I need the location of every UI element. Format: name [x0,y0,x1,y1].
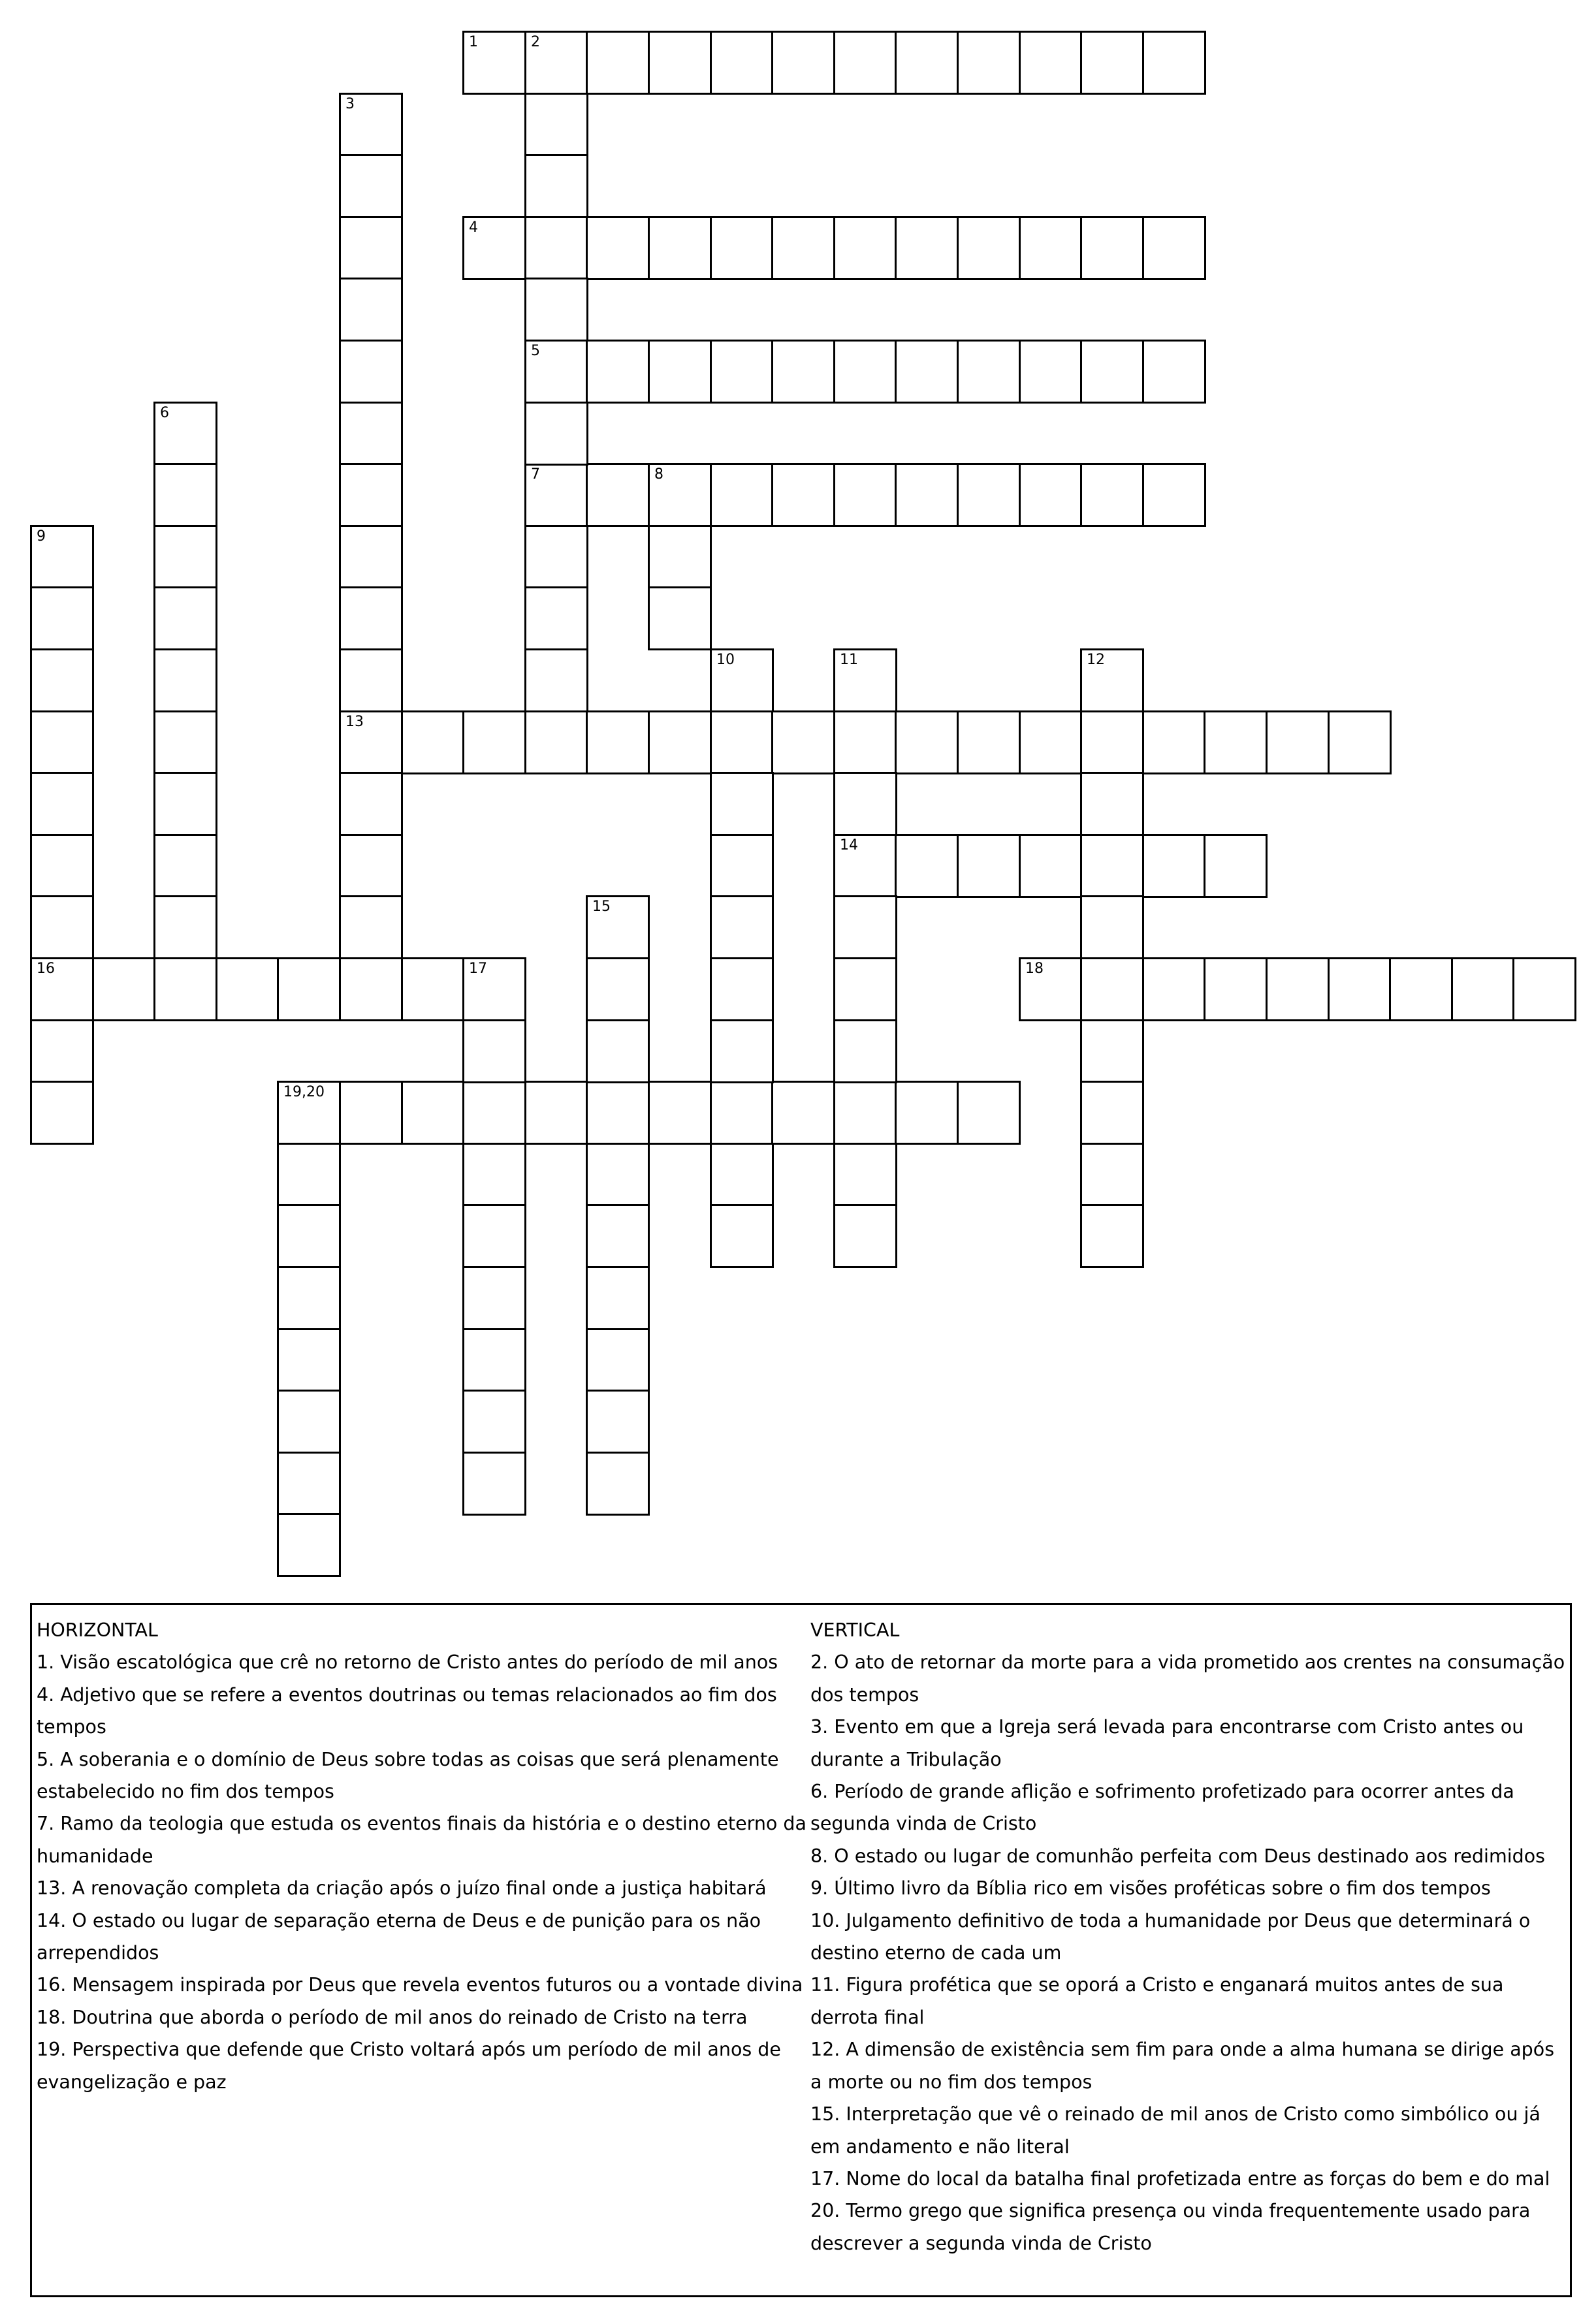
grid-cell[interactable] [1204,957,1268,1021]
grid-cell[interactable] [833,1143,897,1207]
grid-cell[interactable] [586,31,650,95]
grid-cell[interactable] [1019,834,1083,898]
grid-cell[interactable] [1142,216,1206,280]
grid-cell[interactable] [30,772,94,836]
grid-cell[interactable] [648,1081,712,1145]
grid-cell[interactable] [1512,957,1576,1021]
grid-cell[interactable] [710,772,774,836]
grid-cell[interactable] [153,463,217,527]
grid-cell[interactable] [277,1390,341,1454]
grid-cell[interactable] [277,1513,341,1577]
grid-cell[interactable] [648,586,712,650]
grid-cell[interactable] [339,895,403,959]
grid-cell[interactable] [30,834,94,898]
grid-cell[interactable] [1019,31,1083,95]
grid-cell[interactable] [833,340,897,404]
clue-number: 19,20 [283,1084,325,1100]
grid-cell[interactable] [710,340,774,404]
grid-cell[interactable] [524,586,588,650]
grid-cell[interactable] [1204,710,1268,774]
grid-cell[interactable] [30,525,94,589]
grid-cell[interactable] [339,216,403,280]
grid-cell[interactable] [1080,463,1144,527]
grid-cell[interactable] [462,1328,526,1392]
grid-cell[interactable] [153,710,217,774]
grid-cell[interactable] [771,216,835,280]
grid-cell[interactable] [1080,1143,1144,1207]
grid-cell[interactable] [895,1081,959,1145]
grid-cell[interactable] [524,154,588,218]
grid-cell[interactable] [153,772,217,836]
grid-cell[interactable] [833,216,897,280]
grid-cell[interactable] [30,710,94,774]
grid-cell[interactable] [1080,895,1144,959]
grid-cell[interactable] [153,834,217,898]
clue-number: 4 [469,219,478,236]
grid-cell[interactable] [1080,834,1144,898]
grid-cell[interactable] [462,1081,526,1145]
grid-cell[interactable] [153,525,217,589]
grid-cell[interactable] [895,463,959,527]
grid-cell[interactable] [277,1204,341,1268]
grid-cell[interactable] [771,1081,835,1145]
grid-cell[interactable] [895,216,959,280]
grid-cell[interactable] [648,216,712,280]
grid-cell[interactable] [1019,216,1083,280]
grid-cell[interactable] [277,1266,341,1330]
grid-cell[interactable] [462,1143,526,1207]
grid-cell[interactable] [215,957,279,1021]
clue-number: 15 [592,899,611,915]
grid-cell[interactable] [586,710,650,774]
grid-cell[interactable] [30,1081,94,1145]
clue-across: 1. Visão escatológica que crê no retorno de Cristo antes do período de mil anos [37,1651,778,1674]
grid-cell[interactable] [1142,834,1206,898]
clue-number: 9 [37,528,46,545]
clue-number: 7 [531,466,540,483]
grid-cell[interactable] [586,1328,650,1392]
grid-cell[interactable] [1080,216,1144,280]
clue-number: 5 [531,343,540,359]
down-clues [810,1614,1571,2259]
clue-number: 3 [345,96,355,112]
grid-cell[interactable] [957,834,1021,898]
grid-cell[interactable] [957,31,1021,95]
grid-cell[interactable] [586,1019,650,1083]
grid-cell[interactable] [957,710,1021,774]
grid-cell[interactable] [710,895,774,959]
grid-cell[interactable] [30,586,94,650]
grid-cell[interactable] [462,31,526,95]
grid-cell[interactable] [833,1204,897,1268]
grid-cell[interactable] [524,463,588,527]
grid-cell[interactable] [339,710,403,774]
clue-across: 19. Perspectiva que defende que Cristo voltará após um período de mil anos de evangelização e paz [37,2039,781,2093]
grid-cell[interactable] [401,710,465,774]
clue-down: 6. Período de grande aflição e sofrimento profetizado para ocorrer antes da segunda vinda de Cristo [810,1781,1514,1835]
grid-cell[interactable] [957,340,1021,404]
grid-cell[interactable] [339,586,403,650]
clue-number: 13 [345,714,364,730]
grid-cell[interactable] [957,216,1021,280]
grid-cell[interactable] [153,895,217,959]
grid-cell[interactable] [339,648,403,712]
grid-cell[interactable] [462,1266,526,1330]
grid-cell[interactable] [277,1081,341,1145]
grid-cell[interactable] [1080,957,1144,1021]
grid-cell[interactable] [524,278,588,342]
grid-cell[interactable] [153,648,217,712]
clue-number: 16 [37,961,55,977]
grid-cell[interactable] [586,957,650,1021]
grid-cell[interactable] [524,648,588,712]
grid-cell[interactable] [339,772,403,836]
grid-cell[interactable] [1019,710,1083,774]
grid-cell[interactable] [462,1204,526,1268]
grid-cell[interactable] [524,340,588,404]
grid-cell[interactable] [339,278,403,342]
grid-cell[interactable] [339,154,403,218]
clue-down: 3. Evento em que a Igreja será levada para encontrarse com Cristo antes ou durante a Tribulação [810,1716,1524,1770]
grid-cell[interactable] [833,463,897,527]
grid-cell[interactable] [1019,463,1083,527]
grid-cell[interactable] [524,216,588,280]
grid-cell[interactable] [710,648,774,712]
grid-cell[interactable] [153,957,217,1021]
grid-cell[interactable] [1142,31,1206,95]
clue-down: 10. Julgamento definitivo de toda a humanidade por Deus que determinará o destino eterno de cada um [810,1909,1531,1964]
clue-across: 14. O estado ou lugar de separação eterna de Deus e de punição para os não arrependidos [37,1909,761,1964]
grid-cell[interactable] [710,957,774,1021]
grid-cell[interactable] [92,957,156,1021]
clue-number: 2 [531,34,540,50]
clue-number: 6 [160,405,169,421]
grid-cell[interactable] [153,402,217,466]
grid-cell[interactable] [1328,957,1392,1021]
grid-cell[interactable] [1019,340,1083,404]
grid-cell[interactable] [1142,463,1206,527]
grid-cell[interactable] [710,1081,774,1145]
grid-cell[interactable] [710,1019,774,1083]
grid-cell[interactable] [339,93,403,157]
grid-cell[interactable] [1328,710,1392,774]
grid-cell[interactable] [586,1266,650,1330]
grid-cell[interactable] [1080,1204,1144,1268]
grid-cell[interactable] [833,1019,897,1083]
grid-cell[interactable] [586,1390,650,1454]
grid-cell[interactable] [30,1019,94,1083]
grid-cell[interactable] [833,957,897,1021]
grid-cell[interactable] [339,834,403,898]
grid-cell[interactable] [586,1452,650,1516]
grid-cell[interactable] [586,340,650,404]
grid-cell[interactable] [771,463,835,527]
grid-cell[interactable] [462,1452,526,1516]
down-heading: VERTICAL [810,1619,900,1641]
grid-cell[interactable] [339,402,403,466]
clue-number: 1 [469,34,478,50]
clue-down: 12. A dimensão de existência sem fim para onde a alma humana se dirige após a morte ou no fim dos tempos [810,2039,1555,2093]
grid-cell[interactable] [710,834,774,898]
across-clues [37,1614,807,2098]
clue-down: 20. Termo grego que significa presença ou vinda frequentemente usado para descrever a segunda vinda de Cristo [810,2200,1531,2254]
grid-cell[interactable] [1019,957,1083,1021]
grid-cell[interactable] [1080,772,1144,836]
grid-cell[interactable] [710,31,774,95]
clue-across: 4. Adjetivo que se refere a eventos doutrinas ou temas relacionados ao fim dos tempos [37,1683,777,1738]
clue-down: 17. Nome do local da batalha final profetizada entre as forças do bem e do mal [810,2167,1550,2190]
clue-across: 16. Mensagem inspirada por Deus que revela eventos futuros ou a vontade divina [37,1974,803,1996]
grid-cell[interactable] [586,895,650,959]
grid-cell[interactable] [277,1452,341,1516]
clue-across: 5. A soberania e o domínio de Deus sobre todas as coisas que será plenamente estabelecido no fim dos tempos [37,1748,779,1803]
grid-cell[interactable] [1266,957,1330,1021]
grid-cell[interactable] [1080,1019,1144,1083]
grid-cell[interactable] [895,340,959,404]
grid-cell[interactable] [710,710,774,774]
grid-cell[interactable] [1080,31,1144,95]
clue-across: 18. Doutrina que aborda o período de mil anos do reinado de Cristo na terra [37,2006,748,2028]
grid-cell[interactable] [462,957,526,1021]
grid-cell[interactable] [1204,834,1268,898]
clue-number: 17 [469,961,487,977]
grid-cell[interactable] [1080,710,1144,774]
grid-cell[interactable] [524,402,588,466]
grid-cell[interactable] [833,31,897,95]
clue-number: 18 [1025,961,1044,977]
grid-cell[interactable] [586,1143,650,1207]
grid-cell[interactable] [586,216,650,280]
grid-cell[interactable] [710,1143,774,1207]
grid-cell[interactable] [771,340,835,404]
grid-cell[interactable] [833,772,897,836]
grid-cell[interactable] [1080,1081,1144,1145]
clue-number: 8 [654,466,663,483]
grid-cell[interactable] [1080,340,1144,404]
grid-cell[interactable] [648,340,712,404]
grid-cell[interactable] [339,957,403,1021]
grid-cell[interactable] [1142,710,1206,774]
grid-cell[interactable] [895,710,959,774]
grid-cell[interactable] [648,31,712,95]
across-heading: HORIZONTAL [37,1619,158,1641]
grid-cell[interactable] [1142,957,1206,1021]
grid-cell[interactable] [771,710,835,774]
grid-cell[interactable] [833,648,897,712]
grid-cell[interactable] [524,93,588,157]
grid-cell[interactable] [524,31,588,95]
grid-cell[interactable] [648,710,712,774]
grid-cell[interactable] [895,31,959,95]
grid-cell[interactable] [771,31,835,95]
grid-cell[interactable] [586,1204,650,1268]
grid-cell[interactable] [524,710,588,774]
grid-cell[interactable] [710,216,774,280]
clue-down: 2. O ato de retornar da morte para a vida prometido aos crentes na consumação dos tempos [810,1651,1565,1706]
grid-cell[interactable] [277,1328,341,1392]
grid-cell[interactable] [153,586,217,650]
clue-down: 8. O estado ou lugar de comunhão perfeita com Deus destinado aos redimidos [810,1845,1546,1867]
grid-cell[interactable] [586,1081,650,1145]
grid-cell[interactable] [833,895,897,959]
grid-cell[interactable] [462,710,526,774]
grid-cell[interactable] [401,957,465,1021]
grid-cell[interactable] [339,463,403,527]
grid-cell[interactable] [401,1081,465,1145]
grid-cell[interactable] [1389,957,1453,1021]
grid-cell[interactable] [462,1019,526,1083]
grid-cell[interactable] [277,1143,341,1207]
clue-down: 11. Figura profética que se oporá a Cristo e enganará muitos antes de sua derrota final [810,1974,1504,2028]
grid-cell[interactable] [833,1081,897,1145]
grid-cell[interactable] [1451,957,1515,1021]
grid-cell[interactable] [957,463,1021,527]
clue-down: 15. Interpretação que vê o reinado de mil anos de Cristo como simbólico ou já em andamento e não literal [810,2103,1540,2158]
grid-cell[interactable] [30,648,94,712]
grid-cell[interactable] [710,463,774,527]
grid-cell[interactable] [833,834,897,898]
grid-cell[interactable] [648,525,712,589]
grid-cell[interactable] [957,1081,1021,1145]
clue-number: 11 [840,652,858,668]
grid-cell[interactable] [277,957,341,1021]
clue-panel [30,1603,1572,2297]
grid-cell[interactable] [524,1081,588,1145]
grid-cell[interactable] [1142,340,1206,404]
grid-cell[interactable] [710,1204,774,1268]
clue-across: 7. Ramo da teologia que estuda os eventos finais da história e o destino eterno da humanidade [37,1813,806,1867]
clue-down: 9. Último livro da Bíblia rico em visões proféticas sobre o fim dos tempos [810,1877,1491,1900]
grid-cell[interactable] [648,463,712,527]
grid-cell[interactable] [833,710,897,774]
grid-cell[interactable] [30,957,94,1021]
grid-cell[interactable] [30,895,94,959]
clue-number: 14 [840,837,858,853]
grid-cell[interactable] [586,463,650,527]
grid-cell[interactable] [339,340,403,404]
clue-across: 13. A renovação completa da criação após o juízo final onde a justiça habitará [37,1877,767,1900]
clue-number: 12 [1087,652,1105,668]
clue-number: 10 [716,652,735,668]
grid-cell[interactable] [462,216,526,280]
grid-cell[interactable] [462,1390,526,1454]
grid-cell[interactable] [339,1081,403,1145]
grid-cell[interactable] [1080,648,1144,712]
grid-cell[interactable] [339,525,403,589]
grid-cell[interactable] [1266,710,1330,774]
grid-cell[interactable] [524,525,588,589]
grid-cell[interactable] [895,834,959,898]
